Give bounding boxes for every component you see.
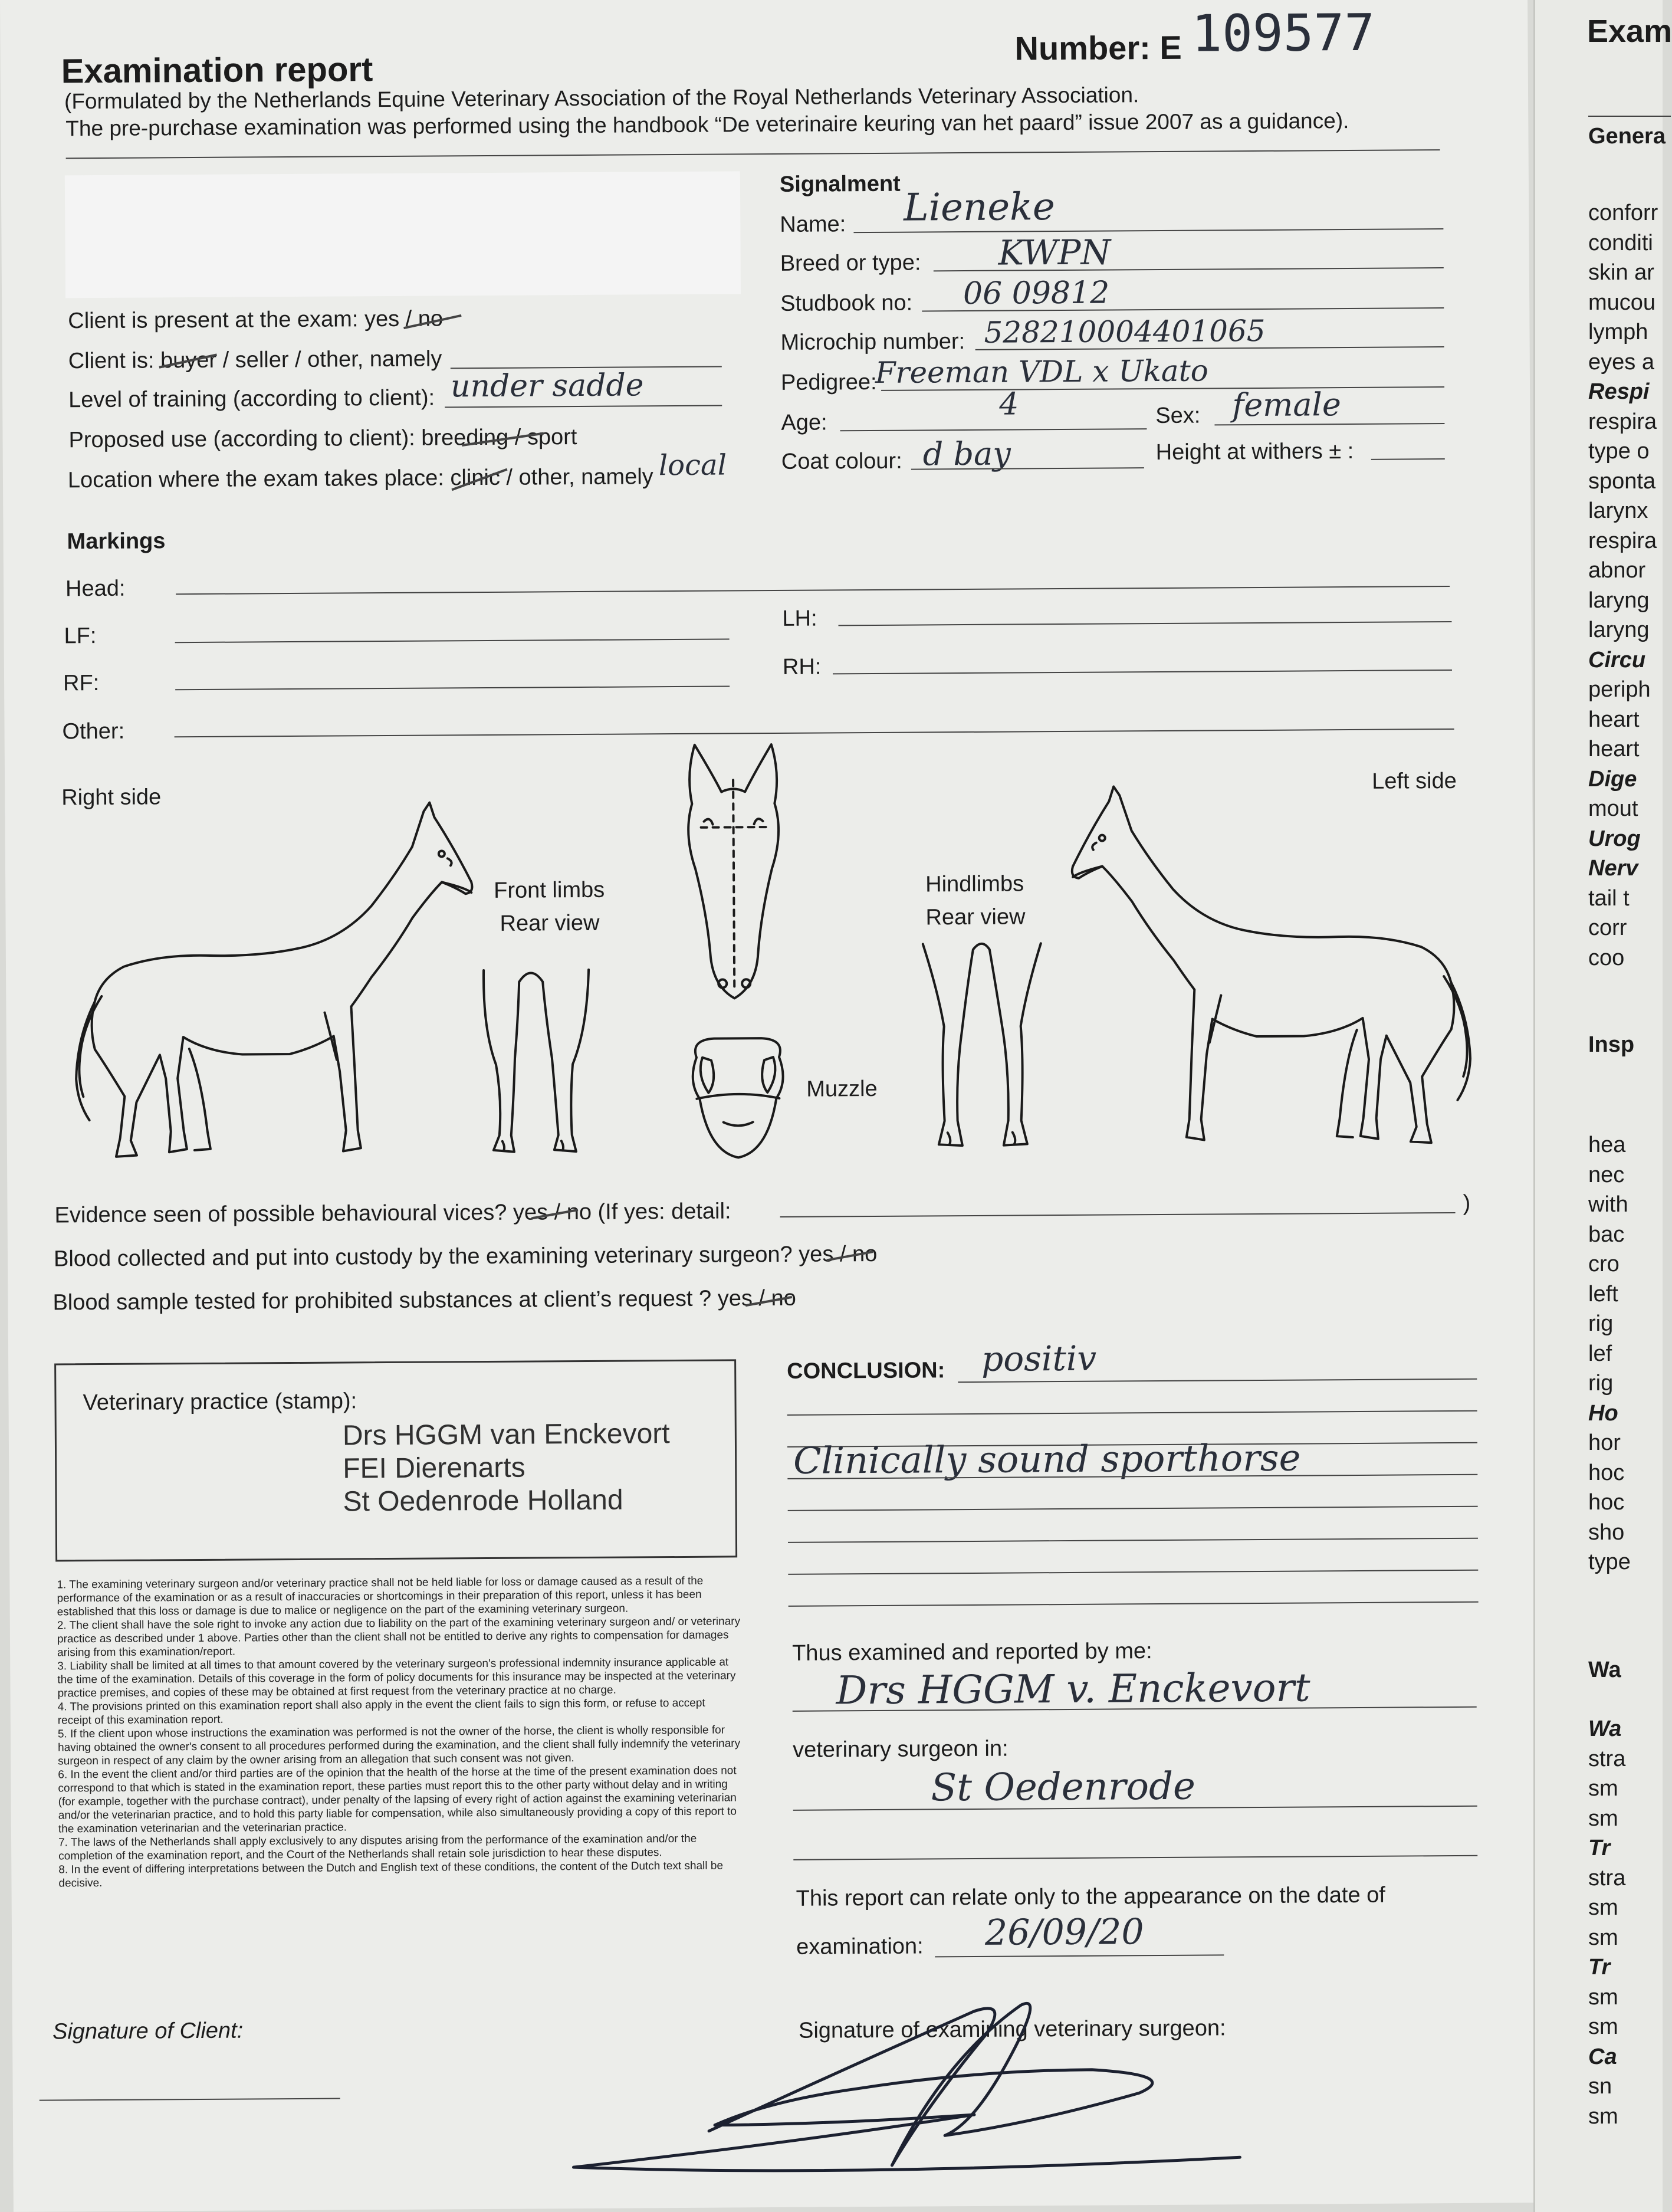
name-label: Name: xyxy=(780,212,846,237)
client-present: Client is present at the exam: yes / no xyxy=(68,306,444,334)
term-item: 5. If the client upon whose instructions the examination was performed is not the owner of the horse, the client is wholly responsible for having obtained the owner's consent to all procedures performed during the examination, and the client shall fully indemnify the veterinary surgeon in respect of any claim by the owner arising from an allegation that such consent was not given. xyxy=(57,1724,741,1768)
client-signature-label: Signature of Client: xyxy=(52,2018,244,2044)
back-page-item: Wa xyxy=(1588,1658,1621,1682)
markings-lf: LF: xyxy=(64,623,97,649)
chip-value: 528210004401065 xyxy=(984,313,1266,350)
markings-lh: LH: xyxy=(782,606,817,631)
conclusion-label: CONCLUSION: xyxy=(787,1358,945,1384)
back-page-title: Exam xyxy=(1587,14,1672,49)
markings-rh: RH: xyxy=(782,654,822,680)
rh-line xyxy=(833,669,1452,674)
conclusion-value1: positiv xyxy=(981,1338,1097,1379)
back-page-item: Urog xyxy=(1588,826,1641,851)
back-page-rule xyxy=(1588,116,1671,117)
date-note: This report can relate only to the appearance on the date of xyxy=(796,1882,1386,1911)
conclusion-line6 xyxy=(788,1538,1478,1543)
age-value: 4 xyxy=(999,386,1019,422)
back-page-item: mout xyxy=(1588,796,1638,821)
back-page-item: laryng xyxy=(1588,618,1650,642)
pedigree-value: Freeman VDL x Ukato xyxy=(875,353,1208,390)
left-side-label: Left side xyxy=(1372,768,1457,794)
other-line xyxy=(175,728,1454,737)
date-value: 26/09/20 xyxy=(984,1911,1144,1954)
markings-heading: Markings xyxy=(67,529,166,554)
vices-close-paren: ) xyxy=(1463,1190,1471,1216)
stamp-line3: St Oedenrode Holland xyxy=(343,1484,623,1518)
front-limbs-label: Front limbs xyxy=(494,877,605,903)
conclusion-line7 xyxy=(788,1570,1478,1575)
back-page-item: sm xyxy=(1588,1806,1618,1831)
back-page-item: conditi xyxy=(1588,230,1653,255)
conclusion-line8 xyxy=(789,1601,1479,1607)
back-page-item: sm xyxy=(1588,2014,1618,2039)
back-page-item: rig xyxy=(1588,1311,1614,1336)
back-page-item: sponta xyxy=(1588,468,1656,494)
horse-right-side-drawing xyxy=(64,799,491,1167)
muzzle-label: Muzzle xyxy=(806,1076,878,1102)
back-page-item: eyes a xyxy=(1588,349,1654,375)
back-page-item: sm xyxy=(1588,2103,1618,2129)
back-page-item: conforr xyxy=(1588,201,1658,225)
vices-question: Evidence seen of possible behavioural vices? yes / no (If yes: detail: xyxy=(54,1199,731,1228)
back-page-item: Respi xyxy=(1588,379,1650,404)
back-page-edge xyxy=(1533,0,1672,2212)
header-rule xyxy=(66,149,1440,159)
hindlimbs-rear-view-drawing xyxy=(914,931,1051,1156)
term-item: 1. The examining veterinary surgeon and/or veterinary practice shall not be held liable for loss or damage caused as a result of the performance of the examination or as a result of inaccuracies or shortcomings in their preparation of this report, unless it has been established that this loss or damage is due to malice or negligence on the part of the examining veterinary surgeon. xyxy=(57,1574,704,1619)
back-page-item: lef xyxy=(1588,1341,1612,1366)
back-page-item: hoc xyxy=(1588,1460,1625,1485)
vet-signature-scribble xyxy=(561,1986,1270,2191)
markings-rf: RF: xyxy=(63,670,100,696)
stamp-label: Veterinary practice (stamp): xyxy=(83,1389,357,1416)
age-label: Age: xyxy=(781,410,827,435)
back-page-item: hea xyxy=(1588,1133,1626,1157)
back-page-item: Insp xyxy=(1588,1032,1635,1057)
back-page-item: Circu xyxy=(1588,647,1646,672)
back-page-item: sm xyxy=(1588,1984,1618,2010)
back-page-item: rig xyxy=(1588,1371,1614,1396)
breed-value: KWPN xyxy=(998,232,1111,273)
back-page-item: hor xyxy=(1588,1430,1621,1455)
vices-line xyxy=(780,1212,1456,1217)
back-page-item: type xyxy=(1588,1550,1631,1574)
studbook-label: Studbook no: xyxy=(780,290,913,316)
back-page-item: sho xyxy=(1588,1519,1625,1545)
back-page-item: Tr xyxy=(1588,1955,1611,1980)
back-page-item: tail t xyxy=(1588,885,1630,911)
signalment-heading: Signalment xyxy=(779,171,901,197)
markings-other: Other: xyxy=(62,718,125,744)
back-page-item: Tr xyxy=(1588,1836,1611,1860)
subtitle-line2: The pre-purchase examination was performed using the handbook “De veterinaire keuring van het paard” issue 2007 as a guidance). xyxy=(65,109,1349,141)
report-number-label: Number: E xyxy=(1014,28,1182,67)
breed-label: Breed or type: xyxy=(780,250,921,276)
stamp-line1: Drs HGGM van Enckevort xyxy=(342,1418,670,1452)
conclusion-line1 xyxy=(958,1379,1477,1383)
back-page-item: sm xyxy=(1588,1895,1618,1920)
horse-left-side-drawing xyxy=(1055,782,1493,1162)
surgeon-in-value: St Oedenrode xyxy=(931,1764,1196,1810)
stamp-line2: FEI Dierenarts xyxy=(343,1452,525,1485)
back-page-item: with xyxy=(1588,1192,1628,1217)
studbook-value: 06 09812 xyxy=(963,275,1110,312)
back-page-item: coo xyxy=(1588,945,1625,970)
terms-and-conditions xyxy=(57,1574,743,1890)
conclusion-line5 xyxy=(788,1506,1478,1511)
muzzle-drawing xyxy=(685,1033,791,1170)
back-page-item: stra xyxy=(1588,1865,1626,1891)
height-line xyxy=(1371,458,1445,460)
client-is: Client is: buyer / seller / other, namely xyxy=(68,346,442,374)
client-signature-line xyxy=(40,2098,340,2101)
subtitle-line1: (Formulated by the Netherlands Equine Veterinary Association of the Royal Netherlands Veterinary Association. xyxy=(64,83,1139,114)
back-page-item: Genera xyxy=(1588,124,1666,149)
conclusion-value2: Clinically sound sporthorse xyxy=(793,1436,1301,1482)
term-item: 3. Liability shall be limited at all times to that amount covered by the veterinary surgeon's professional indemnity insurance applicable at the time of the examination. Details of this coverage in the form of policy documents for this insurance may be inspected at the veterinary practice premises, and copies of these may be obtained at first request from the veterinary practice at no charge. xyxy=(57,1656,736,1700)
right-side-label: Right side xyxy=(61,785,162,810)
back-page-item: hoc xyxy=(1588,1490,1625,1515)
report-title: Examination report xyxy=(61,50,373,91)
back-page-item: stra xyxy=(1588,1746,1626,1771)
head-line xyxy=(176,586,1450,595)
head-front-view-drawing xyxy=(677,739,791,1010)
sex-value: female xyxy=(1232,386,1342,424)
back-page-item: corr xyxy=(1588,915,1627,940)
rf-line xyxy=(175,685,730,690)
lh-line xyxy=(838,621,1451,626)
training-value: under sadde xyxy=(450,367,644,405)
blood-collected-question: Blood collected and put into custody by the examining veterinary surgeon? yes / no xyxy=(53,1241,878,1272)
back-page-item: Nerv xyxy=(1588,856,1638,881)
pedigree-label: Pedigree: xyxy=(780,369,877,395)
back-page-item: larynx xyxy=(1588,498,1648,523)
examined-label: Thus examined and reported by me: xyxy=(792,1639,1152,1666)
back-page-item: Ho xyxy=(1588,1400,1618,1426)
back-page-item: periph xyxy=(1588,677,1651,702)
term-item: 7. The laws of the Netherlands shall apply exclusively to any disputes arising from the performance of the examination and/or the completion of the examination report, and the Court of the Netherlands shall retain sole jurisdiction to hear these disputes. xyxy=(58,1832,697,1863)
date-line xyxy=(935,1954,1224,1957)
back-page-item: mucou xyxy=(1588,290,1656,315)
location-label: Location where the exam takes place: clinic / other, namely xyxy=(67,464,653,493)
vet-signature-label: Signature of examining veterinary surgeon: xyxy=(798,2016,1226,2043)
back-page-item: sm xyxy=(1588,1776,1618,1801)
training-line xyxy=(445,405,722,408)
lf-line xyxy=(175,638,730,643)
training-label: Level of training (according to client): xyxy=(68,385,435,413)
redacted-client-address xyxy=(65,171,741,298)
examined-value: Drs HGGM v. Enckevort xyxy=(836,1665,1310,1714)
hind-rear-view-label: Rear view xyxy=(925,904,1026,930)
back-page-item: Wa xyxy=(1588,1717,1622,1741)
date-label: examination: xyxy=(796,1934,924,1960)
back-page-item: Ca xyxy=(1588,2044,1617,2069)
back-page-item: heart xyxy=(1588,707,1640,732)
back-page-item: cro xyxy=(1588,1252,1620,1276)
back-page-item: lymph xyxy=(1588,320,1648,344)
back-page-item: respira xyxy=(1588,528,1657,553)
conclusion-line2 xyxy=(787,1410,1477,1416)
hindlimbs-label: Hindlimbs xyxy=(925,871,1024,897)
chip-label: Microchip number: xyxy=(780,329,965,355)
report-number-value: 109577 xyxy=(1191,3,1375,64)
age-line xyxy=(840,428,1147,431)
back-page-item: laryng xyxy=(1588,588,1650,613)
location-value: local xyxy=(658,448,727,483)
back-page-item: heart xyxy=(1588,737,1640,762)
term-item: 6. In the event the client and/or third parties are of the opinion that the health of the horse at the time of the present examination does not correspond to that which is stated in the examination report, these parties must report this to the other party without delay and in writing (for example, together with the purchase contract), under penalty of the lapsing of every right of action against the examining veterinarian and/or the veterinarian practice, and to hold this party liable for compensation, while also simultaneously providing a copy of this report to the examination veterinarian and the veterinarian practice. xyxy=(58,1764,737,1836)
term-item: 8. In the event of differing interpretations between the Dutch and English text of these conditions, the content of the Dutch text shall be decisive. xyxy=(58,1859,724,1890)
front-rear-view-label: Rear view xyxy=(500,910,600,936)
sex-label: Sex: xyxy=(1155,403,1201,429)
back-page-item: left xyxy=(1588,1281,1618,1307)
surgeon-in-label: veterinary surgeon in: xyxy=(793,1736,1009,1763)
back-page-item: bac xyxy=(1588,1222,1625,1247)
term-item: 4. The provisions printed on this examination report shall also apply in the event the client fails to sign this form, or refuse to accept receipt of this examination report. xyxy=(57,1696,705,1727)
back-page-item: type o xyxy=(1588,439,1650,464)
height-label: Height at withers ± : xyxy=(1155,438,1354,465)
back-page-item: Dige xyxy=(1588,766,1637,792)
front-limbs-rear-view-drawing xyxy=(478,958,597,1159)
blood-tested-question: Blood sample tested for prohibited substances at client’s request ? yes / no xyxy=(52,1285,796,1315)
back-page-item: skin ar xyxy=(1588,260,1654,285)
coat-label: Coat colour: xyxy=(781,448,902,474)
back-page-item: sn xyxy=(1588,2074,1612,2099)
back-page-item: sm xyxy=(1588,1925,1618,1950)
back-page-item: abnor xyxy=(1588,558,1646,583)
term-item: 2. The client shall have the sole right to invoke any action due to liability on the part of the examining veterinary surgeon and/ or veterinary practice as described under 1 above. Parties other than the client shall not be entitled to derive any rights to compensation for damages arising from this examination/report. xyxy=(57,1615,741,1659)
back-page-item: nec xyxy=(1588,1162,1625,1187)
back-page-item: respira xyxy=(1588,409,1657,434)
markings-head: Head: xyxy=(65,576,126,602)
coat-value: d bay xyxy=(922,435,1011,473)
surgeon-in-line2 xyxy=(793,1855,1477,1860)
name-value: Lieneke xyxy=(903,185,1055,230)
proposed-use: Proposed use (according to client): breeding / sport xyxy=(68,425,577,453)
